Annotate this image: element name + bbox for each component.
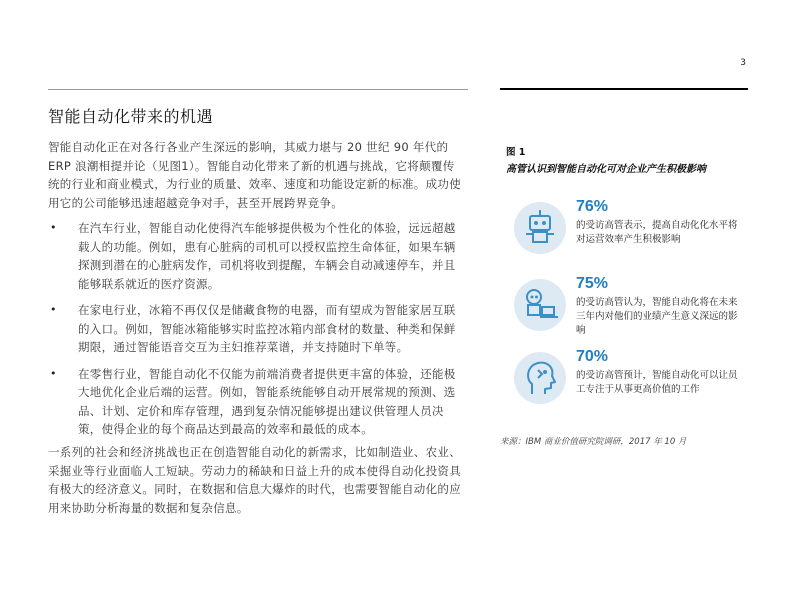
stat-description: 的受访高管认为，智能自动化将在未来三年内对他们的业绩产生意义深远的影响 bbox=[576, 297, 738, 336]
bullet-dot: • bbox=[50, 221, 57, 234]
robot-icon bbox=[512, 200, 568, 256]
bullet-text: 在家电行业，冰箱不再仅仅是储藏食物的电器，而有望成为智能家居互联的入口。例如，智能冰箱能够实时监控冰箱内部食材的数量、种类和保鲜期限，通过智能语音交互为主妇推荐菜谱，并支持随时下单等。 bbox=[78, 303, 456, 354]
stat-value: 76% bbox=[576, 198, 609, 215]
stat-value: 70% bbox=[576, 348, 609, 365]
person-head-icon bbox=[512, 350, 568, 406]
stat-description: 的受访高管表示，提高自动化化水平将对运营效率产生积极影响 bbox=[576, 220, 738, 245]
stat-value: 75% bbox=[576, 275, 609, 292]
bullet-retail bbox=[48, 365, 466, 439]
figure-title: 高管认识到智能自动化可对企业产生积极影响 bbox=[506, 164, 706, 175]
page-number: 3 bbox=[740, 58, 746, 68]
stat-card-1 bbox=[512, 200, 752, 270]
section-divider bbox=[48, 89, 468, 90]
section-title: 智能自动化带来的机遇 bbox=[48, 107, 214, 126]
robot-laptop-icon bbox=[512, 277, 568, 333]
bullet-automotive bbox=[48, 219, 466, 293]
stat-description: 的受访高管预计，智能自动化可以让员工专注于从事更高价值的工作 bbox=[576, 370, 738, 395]
conclusion-paragraph: 一系列的社会和经济挑战也正在创造智能自动化的新需求，比如制造业、农业、采掘业等行业面临人工短缺。劳动力的稀缺和日益上升的成本使得自动化投资具有极大的经济意义。同时，在数据和信息大爆炸的时代，也需要智能自动化的应用来协助分析海量的数据和复杂信息。 bbox=[48, 445, 461, 515]
stat-card-3 bbox=[512, 350, 752, 420]
bullet-dot: • bbox=[50, 303, 57, 316]
figure-label: 图 1 bbox=[506, 147, 526, 158]
industry-bullet-list bbox=[48, 219, 466, 447]
bullet-text: 在汽车行业，智能自动化使得汽车能够提供极为个性化的体验，远远超越载人的功能。例如，患有心脏病的司机可以授权监控生命体征，如果车辆探测到潜在的心脏病发作，司机将收到提醒，车辆会自动减速停车，并且能够联系就近的医疗资源。 bbox=[78, 221, 456, 291]
intro-paragraph: 智能自动化正在对各行各业产生深远的影响，其威力堪与 20 世纪 90 年代的 ERP 浪潮相提并论（见图1）。智能自动化带来了新的机遇与挑战，它将颠覆传统的行业和商业模式，为行业的质量、效率、速度和功能设定新的标准。成功使用它的公司能够迅速超越竞争对手，甚至开展跨界竞争。 bbox=[48, 140, 461, 210]
bullet-dot: • bbox=[50, 366, 57, 380]
figure-source: 来源：IBM 商业价值研究院调研，2017 年 10 月 bbox=[500, 437, 687, 447]
bullet-text: 在零售行业，智能自动化不仅能为前端消费者提供更丰富的体验，还能极大地优化企业后端的运营。例如，智能系统能够自动开展常规的预测、选品、计划、定价和库存管理，遇到复杂情况能够提出建议供管理人员决策，使得企业的每个商品达到最高的效率和最低的成本。 bbox=[78, 366, 456, 436]
bullet-appliance bbox=[48, 301, 466, 357]
figure-divider bbox=[500, 88, 748, 90]
stat-card-2 bbox=[512, 277, 752, 347]
